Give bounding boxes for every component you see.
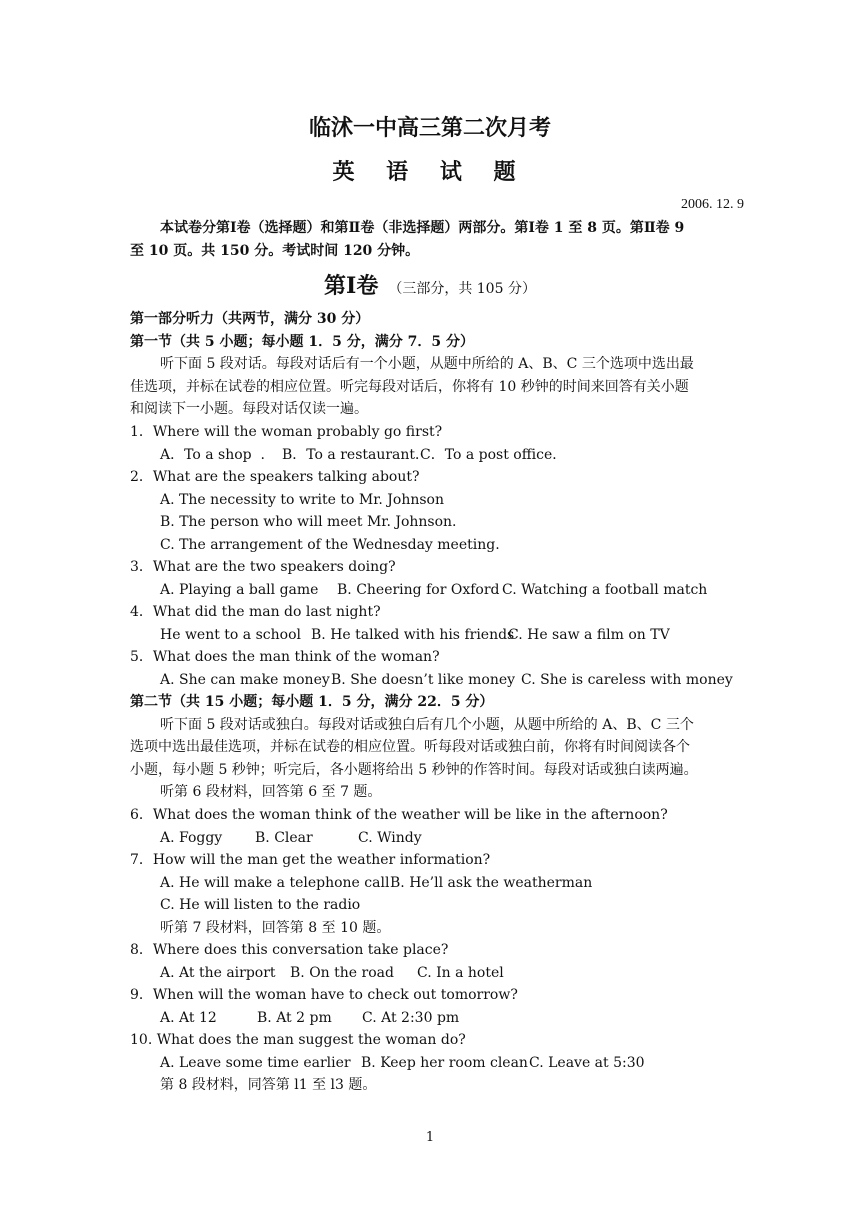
question-9-option-a: A. At 12: [160, 1010, 217, 1026]
question-10-option-b: B. Keep her room clean: [361, 1055, 528, 1071]
question-1-option-c: C．To a post office．: [420, 447, 567, 463]
section1-instruction-1: 听下面 5 段对话。每段对话后有一个小题，从题中所给的 A、B、C 三个选项中选出最: [160, 356, 694, 372]
exam-subtitle: 英 语 试 题: [332, 159, 528, 185]
question-8-option-a: A. At the airport: [160, 965, 276, 981]
volume-note: （三部分，共 105 分）: [388, 281, 536, 297]
question-3-option-b: B. Cheering for Oxford: [337, 582, 500, 598]
question-1-option-a: A．To a shop .: [160, 447, 265, 463]
question-4-option-b: B. He talked with his friends: [311, 627, 515, 643]
question-8-option-c: C. In a hotel: [417, 965, 504, 981]
material-6: 听第 6 段材料，回答第 6 至 7 题。: [160, 784, 382, 800]
question-6: 6．What does the woman think of the weather will be like in the afternoon?: [130, 807, 668, 823]
section1-heading: 第一节（共 5 小题；每小题 1．5 分，满分 7．5 分）: [130, 334, 474, 350]
exam-title: 临沭一中高三第二次月考: [308, 115, 551, 141]
section2-instruction-3: 小题，每小题 5 秒钟；听完后，各小题将给出 5 秒钟的作答时间。每段对话或独白读两遍。: [130, 762, 698, 778]
material-7: 听第 7 段材料，回答第 8 至 10 题。: [160, 920, 391, 936]
question-6-option-b: B. Clear: [255, 830, 313, 846]
question-6-option-c: C. Windy: [358, 830, 422, 846]
volume-heading: [0, 272, 860, 303]
intro-line-1: 本试卷分第Ⅰ卷（选择题）和第Ⅱ卷（非选择题）两部分。第Ⅰ卷 1 至 8 页。第Ⅱ卷 9: [160, 220, 685, 236]
question-5-option-c: C. She is careless with money: [521, 672, 733, 688]
section1-instruction-2: 佳选项，并标在试卷的相应位置。听完每段对话后，你将有 10 秒钟的时间来回答有关小题: [130, 379, 689, 395]
question-1: 1．Where will the woman probably go first?: [130, 424, 443, 440]
part1-heading: 第一部分听力（共两节，满分 30 分）: [130, 311, 370, 327]
question-2-option-c: C. The arrangement of the Wednesday meeting.: [160, 537, 500, 553]
material-8: 第 8 段材料，同答第 l1 至 l3 题。: [160, 1077, 377, 1093]
question-9-option-c: C. At 2:30 pm: [362, 1010, 460, 1026]
question-5-option-b: B. She doesn’t like money: [331, 672, 516, 688]
question-9: 9．When will the woman have to check out tomorrow?: [130, 987, 518, 1003]
section1-instruction-3: 和阅读下一小题。每段对话仅读一遍。: [130, 401, 368, 417]
question-2-option-b: B. The person who will meet Mr. Johnson.: [160, 514, 457, 530]
question-7-option-b: B. He’ll ask the weatherman: [390, 875, 593, 891]
intro-line-2: 至 10 页。共 150 分。考试时间 120 分钟。: [130, 243, 420, 259]
question-4-option-a: He went to a school: [160, 627, 301, 643]
question-4: 4．What did the man do last night?: [130, 604, 381, 620]
volume-title: 第Ⅰ卷: [324, 273, 379, 299]
question-3-option-a: A. Playing a ball game: [160, 582, 319, 598]
question-10-option-c: C. Leave at 5:30: [529, 1055, 645, 1071]
question-2: 2．What are the speakers talking about?: [130, 469, 420, 485]
question-10-option-a: A. Leave some time earlier: [160, 1055, 351, 1071]
question-10: 10. What does the man suggest the woman do?: [130, 1032, 466, 1048]
question-7-option-c: C. He will listen to the radio: [160, 897, 361, 913]
question-8-option-b: B. On the road: [290, 965, 394, 981]
section2-instruction-1: 听下面 5 段对话或独白。每段对话或独白后有几个小题，从题中所给的 A、B、C 三个: [160, 717, 694, 733]
question-3: 3．What are the two speakers doing?: [130, 559, 396, 575]
section2-heading: 第二节（共 15 小题；每小题 1．5 分，满分 22．5 分）: [130, 694, 494, 710]
question-7-option-a: A. He will make a telephone call: [160, 875, 390, 891]
question-8: 8．Where does this conversation take place?: [130, 942, 449, 958]
question-4-option-c: C. He saw a film on TV: [508, 627, 670, 643]
page-number: 1: [425, 1130, 435, 1145]
exam-date: 2006. 12. 9: [681, 197, 744, 212]
question-9-option-b: B. At 2 pm: [257, 1010, 332, 1026]
question-3-option-c: C. Watching a football match: [502, 582, 708, 598]
question-5: 5．What does the man think of the woman?: [130, 649, 440, 665]
question-7: 7．How will the man get the weather information?: [130, 852, 491, 868]
question-6-option-a: A. Foggy: [160, 830, 223, 846]
question-5-option-a: A. She can make money: [160, 672, 330, 688]
section2-instruction-2: 选项中选出最佳选项，并标在试卷的相应位置。听每段对话或独白前，你将有时间阅读各个: [130, 739, 690, 755]
question-2-option-a: A. The necessity to write to Mr. Johnson: [160, 492, 444, 508]
question-1-option-b: B．To a restaurant．: [282, 447, 430, 463]
